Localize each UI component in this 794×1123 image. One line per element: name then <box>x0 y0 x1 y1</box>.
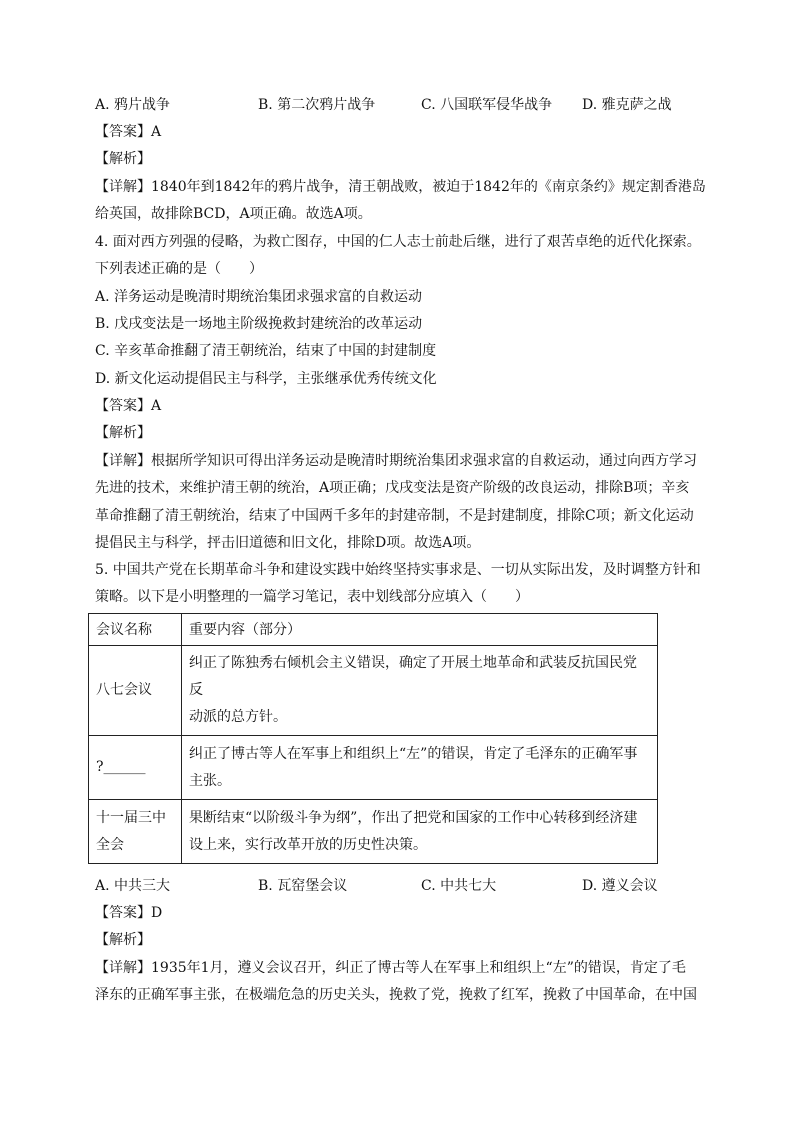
q4-option-b: B. 戊戌变法是一场地主阶级挽救封建统治的改革运动 <box>95 316 423 332</box>
cell-text: 十一届三中 <box>96 809 166 826</box>
cell-text: 八七会议 <box>96 682 152 698</box>
table-header-name: 会议名称 <box>89 614 182 646</box>
cell-text: 果断结束“以阶级斗争为纲”，作出了把党和国家的工作中心转移到经济建 <box>189 809 638 826</box>
table-row <box>89 646 658 736</box>
q4-option-c: C. 辛亥革命推翻了清王朝统治，结束了中国的封建制度 <box>95 343 437 359</box>
cell-text: 主张。 <box>189 772 231 789</box>
table-cell-content <box>182 646 658 736</box>
q3-detail-line-2: 给英国，故排除BCD，A项正确。故选A项。 <box>95 206 372 222</box>
table-row <box>89 736 658 800</box>
q4-detail-line-4: 提倡民主与科学，抨击旧道德和旧文化，排除D项。故选A项。 <box>95 535 481 551</box>
blank-placeholder: ?______ <box>96 759 146 775</box>
cell-text: 动派的总方针。 <box>189 709 287 725</box>
q5-answer: 【答案】D <box>95 905 163 921</box>
table-cell-name <box>89 646 182 736</box>
cell-text: 纠正了陈独秀右倾机会主义错误，确定了开展土地革命和武装反抗国民党反 <box>189 655 637 698</box>
q5-detail-line-2: 泽东的正确军事主张，在极端危急的历史关头，挽救了党，挽救了红军，挽救了中国革命，在中国 <box>95 987 697 1003</box>
cell-text: 设上来，实行改革开放的历史性决策。 <box>189 836 427 853</box>
cell-text: 纠正了博古等人在军事上和组织上“左”的错误，肯定了毛泽东的正确军事 <box>189 745 638 762</box>
q5-option-d: D. 遵义会议 <box>582 878 658 894</box>
q4-stem-line-1: 4. 面对西方列强的侵略，为救亡图存，中国的仁人志士前赴后继，进行了艰苦卓绝的近代化探索。 <box>95 234 701 250</box>
q5-option-b: B. 瓦窑堡会议 <box>258 878 348 894</box>
table-header-content: 重要内容（部分） <box>182 614 658 646</box>
q3-option-d: D. 雅克萨之战 <box>582 97 672 113</box>
q4-stem-line-2: 下列表述正确的是（ ） <box>95 261 263 277</box>
q4-answer: 【答案】A <box>95 398 162 414</box>
table-cell-content <box>182 800 658 864</box>
q4-option-d: D. 新文化运动提倡民主与科学，主张继承优秀传统文化 <box>95 371 437 387</box>
q3-analysis-title: 【解析】 <box>95 151 151 167</box>
q3-option-a: A. 鸦片战争 <box>95 97 171 113</box>
table-cell-name <box>89 736 182 800</box>
table-cell-content <box>182 736 658 800</box>
q5-stem-line-1: 5. 中国共产党在长期革命斗争和建设实践中始终坚持实事求是、一切从实际出发，及时调整方针和 <box>95 562 701 578</box>
q4-detail-line-1: 【详解】根据所学知识可得出洋务运动是晚清时期统治集团求强求富的自救运动，通过向西方学习 <box>95 453 697 469</box>
q4-detail-line-3: 革命推翻了清王朝统治，结束了中国两千多年的封建帝制，不是封建制度，排除C项；新文化运动 <box>95 508 694 524</box>
q5-option-a: A. 中共三大 <box>95 878 171 894</box>
table-header-row <box>89 614 658 646</box>
q4-option-a: A. 洋务运动是晚清时期统治集团求强求富的自救运动 <box>95 289 423 305</box>
q4-analysis-title: 【解析】 <box>95 425 151 441</box>
meeting-table <box>88 613 658 864</box>
q3-option-b: B. 第二次鸦片战争 <box>258 97 376 113</box>
q5-analysis-title: 【解析】 <box>95 932 151 948</box>
table-cell-name <box>89 800 182 864</box>
q3-answer: 【答案】A <box>95 124 162 140</box>
cell-text: 全会 <box>96 836 124 853</box>
q3-detail-line-1: 【详解】1840年到1842年的鸦片战争，清王朝战败，被迫于1842年的《南京条约》规定割香港岛 <box>95 179 706 195</box>
q5-stem-line-2: 策略。以下是小明整理的一篇学习笔记，表中划线部分应填入（ ） <box>95 589 529 605</box>
q3-option-c: C. 八国联军侵华战争 <box>421 97 553 113</box>
table-row <box>89 800 658 864</box>
q5-detail-line-1: 【详解】1935年1月，遵义会议召开，纠正了博古等人在军事上和组织上“左”的错误，肯定了毛 <box>95 960 686 976</box>
q5-option-c: C. 中共七大 <box>421 878 497 894</box>
q4-detail-line-2: 先进的技术，来维护清王朝的统治，A项正确；戊戌变法是资产阶级的改良运动，排除B项；辛亥 <box>95 480 690 496</box>
